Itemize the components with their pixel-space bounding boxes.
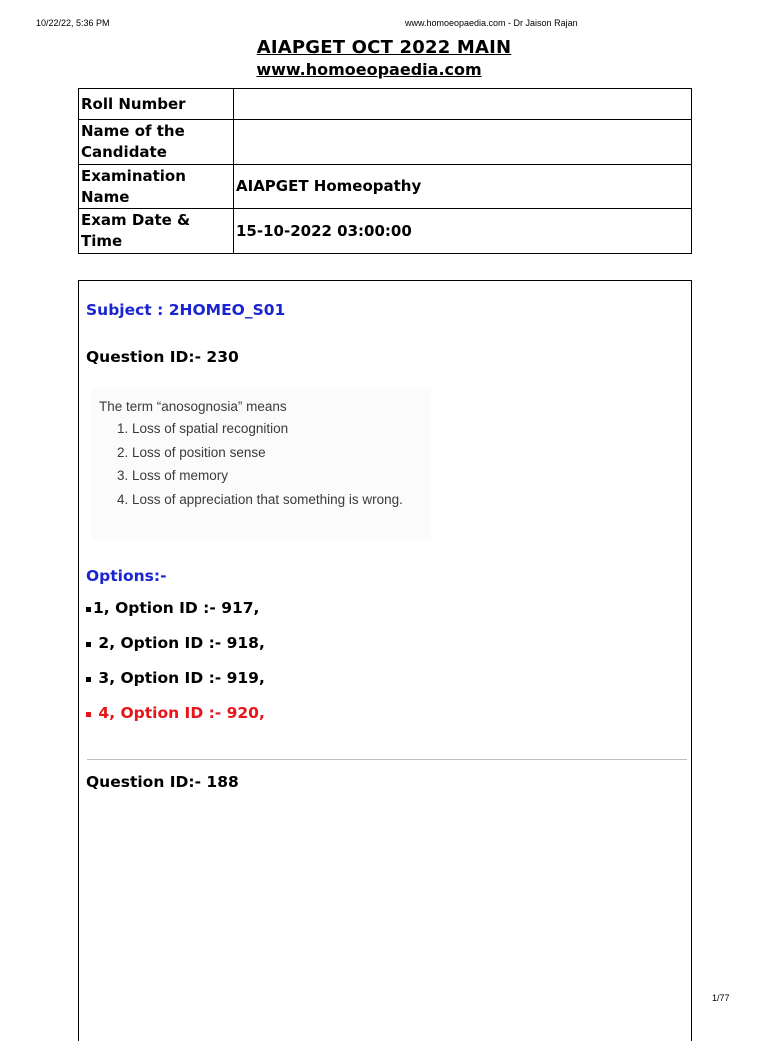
question-choices bbox=[117, 421, 403, 515]
question-divider bbox=[87, 759, 687, 760]
question-stem: The term “anosognosia” means bbox=[99, 399, 287, 414]
exam-name-label: Examination Name bbox=[79, 165, 234, 209]
option-label: 4, Option ID :- 920, bbox=[98, 704, 265, 722]
option-920-correct bbox=[86, 704, 265, 722]
question-panel bbox=[78, 280, 692, 1041]
page-number: 1/77 bbox=[712, 993, 730, 1003]
options-heading: Options:- bbox=[86, 567, 167, 585]
table-row bbox=[79, 209, 692, 254]
option-919 bbox=[86, 669, 265, 687]
candidate-info-table bbox=[78, 88, 692, 254]
question-image bbox=[91, 389, 431, 539]
roll-number-label: Roll Number bbox=[79, 89, 234, 120]
square-bullet-icon bbox=[86, 677, 91, 682]
candidate-name-value bbox=[234, 120, 692, 165]
option-918 bbox=[86, 634, 265, 652]
candidate-name-label: Name of the Candidate bbox=[79, 120, 234, 165]
table-row bbox=[79, 120, 692, 165]
exam-datetime-label: Exam Date & Time bbox=[79, 209, 234, 254]
square-bullet-icon bbox=[86, 712, 91, 717]
option-917 bbox=[86, 599, 259, 617]
exam-datetime-value: 15-10-2022 03:00:00 bbox=[234, 209, 692, 254]
list-item: 3. Loss of memory bbox=[117, 468, 229, 483]
print-datetime: 10/22/22, 5:36 PM bbox=[36, 18, 110, 28]
list-item: 1. Loss of spatial recognition bbox=[117, 421, 289, 436]
list-item: 2. Loss of position sense bbox=[117, 444, 266, 460]
table-row bbox=[79, 89, 692, 120]
roll-number-value bbox=[234, 89, 692, 120]
list-item: 4. Loss of appreciation that something is wrong. bbox=[117, 491, 403, 507]
question-id-230: Question ID:- 230 bbox=[86, 348, 239, 366]
table-row bbox=[79, 165, 692, 209]
subject-heading: Subject : 2HOMEO_S01 bbox=[86, 301, 286, 319]
option-label: 3, Option ID :- 919, bbox=[98, 669, 265, 687]
option-label: 2, Option ID :- 918, bbox=[98, 634, 265, 652]
square-bullet-icon bbox=[86, 607, 91, 612]
document-site-link[interactable]: www.homoeopaedia.com bbox=[256, 60, 482, 79]
exam-name-value: AIAPGET Homeopathy bbox=[234, 165, 692, 209]
print-source: www.homoeopaedia.com - Dr Jaison Rajan bbox=[405, 18, 578, 28]
option-label: 1, Option ID :- 917, bbox=[93, 599, 260, 617]
document-title: AIAPGET OCT 2022 MAIN bbox=[256, 37, 512, 58]
square-bullet-icon bbox=[86, 642, 91, 647]
question-id-188: Question ID:- 188 bbox=[86, 773, 239, 791]
